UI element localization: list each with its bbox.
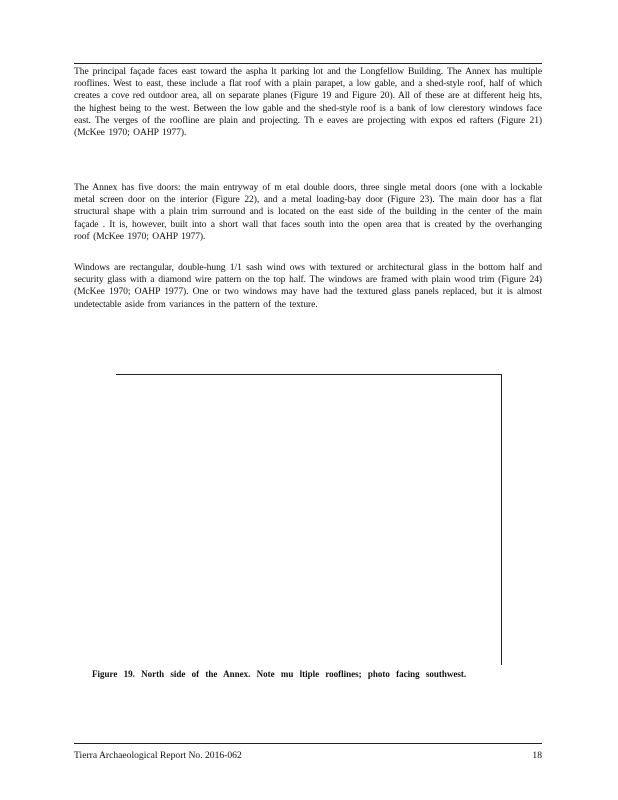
paragraph-windows: Windows are rectangular, double-hung 1/1 sash wind ows with textured or architectural glass in the bottom half and security glass with a diamond wire pattern on the top half. The windows are framed with plain wood trim (Figure 24) (McKee 1970; OAHP 1977). One or two windows may have had the textured glass panels replaced, but it is almost undetectable aside from variances in the pattern of the texture.	[74, 262, 542, 310]
page-number: 18	[532, 750, 542, 761]
page-footer	[74, 750, 542, 761]
paragraph-rooflines: The principal façade faces east toward the aspha lt parking lot and the Longfellow Building. The Annex has multiple rooflines. West to east, these include a flat roof with a plain parapet, a low gable, and a shed-style roof, half of which creates a cove red outdoor area, all on separate planes (Figure 19 and Figure 20). All of these are at different heig hts, the highest being to the west. Between the low gable and the shed-style roof is a bank of low clerestory windows face east. The verges of the roofline are plain and projecting. Th e eaves are projecting with expos ed rafters (Figure 21) (McKee 1970; OAHP 1977).	[74, 66, 542, 139]
figure-photo-frame	[116, 374, 502, 665]
footer-report-title: Tierra Archaeological Report No. 2016-062	[74, 750, 242, 761]
figure-caption: Figure 19. North side of the Annex. Note mu ltiple rooflines; photo facing southwest.	[92, 669, 467, 679]
header-rule	[74, 63, 542, 64]
footer-rule	[74, 743, 542, 744]
paragraph-doors: The Annex has five doors: the main entryway of m etal double doors, three single metal doors (one with a lockable metal screen door on the interior (Figure 22), and a metal loading-bay door (Figure 23). The main door has a flat structural shape with a plain trim surround and is located on the east side of the building in the center of the main façade . It is, however, built into a short wall that faces south into the open area that is created by the overhanging roof (McKee 1970; OAHP 1977).	[74, 182, 542, 242]
